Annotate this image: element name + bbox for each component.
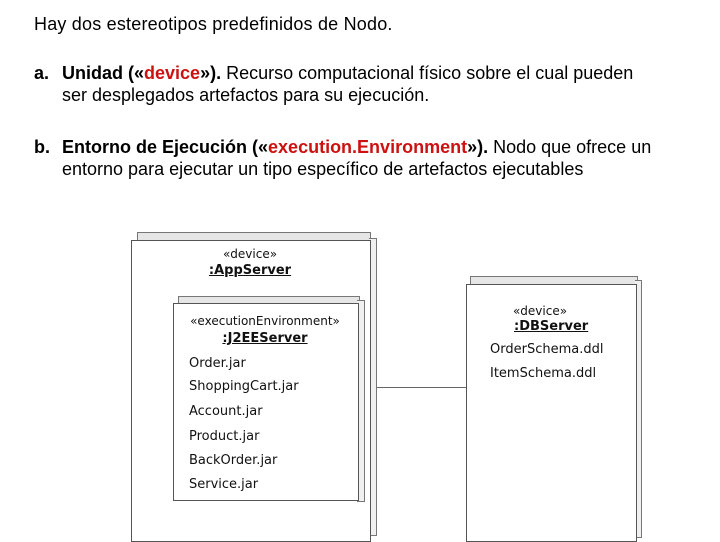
intro-text: Hay dos estereotipos predefinidos de Nodo. <box>34 14 393 34</box>
node-name: :DBServer <box>514 319 589 334</box>
node-name: :J2EEServer <box>222 331 308 346</box>
item-marker: b. <box>34 137 50 157</box>
definition-text: Nodo que ofrece un entorno para ejecutar un tipo específico de artefactos ejecutables <box>62 137 652 179</box>
item-marker: a. <box>34 63 50 83</box>
artifact-account-jar: Account.jar <box>189 404 263 419</box>
term-execution-environment: Entorno de Ejecución («execution.Environment»). <box>62 137 489 157</box>
node-association-line <box>370 387 466 388</box>
keyword-execution-environment: execution.Environment <box>268 137 468 157</box>
node-stereotype: «device» <box>222 247 278 261</box>
artifact-backorder-jar: BackOrder.jar <box>189 453 278 468</box>
artifact-itemschema-ddl: ItemSchema.ddl <box>490 366 597 381</box>
node-stereotype: «executionEnvironment» <box>190 314 340 328</box>
node-stereotype: «device» <box>512 304 568 318</box>
artifact-product-jar: Product.jar <box>189 429 260 444</box>
artifact-order-jar: Order.jar <box>189 356 246 371</box>
artifact-shoppingcart-jar: ShoppingCart.jar <box>189 379 299 394</box>
artifact-orderschema-ddl: OrderSchema.ddl <box>490 342 604 357</box>
keyword-device: device <box>144 63 201 83</box>
definition-text: Recurso computacional físico sobre el cual pueden ser desplegados artefactos para su ejecución. <box>62 63 634 105</box>
artifact-service-jar: Service.jar <box>189 477 259 492</box>
term-device: Unidad («device»). <box>62 63 222 83</box>
node-name: :AppServer <box>208 263 292 278</box>
